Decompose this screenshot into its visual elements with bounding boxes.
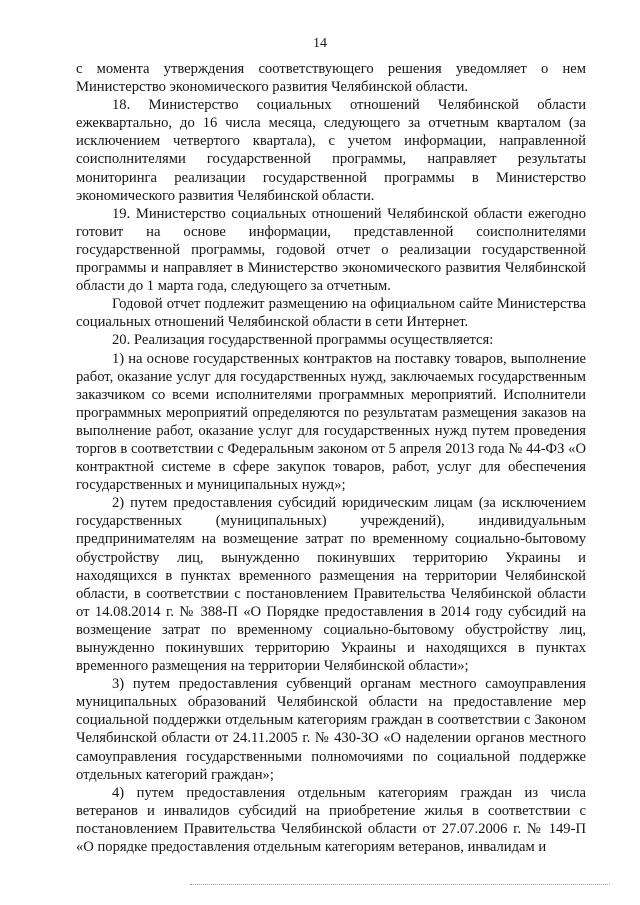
footer-divider [190, 884, 610, 885]
paragraph-20: 20. Реализация государственной программы осуществляется: [112, 332, 494, 349]
paragraph-19: 19. Министерство социальных отношений Челябинской области ежегодно готовит на основе информации, представленной соисполнителями государственной программы, годовой отчет о реализации государственной программы и направляет в Министерство экономического развития Челябинской области до 1 марта года, следующего за отчетным. [76, 205, 586, 295]
paragraph-annual-report: Годовой отчет подлежит размещению на официальном сайте Министерства социальных отношений Челябинской области в сети Интернет. [76, 296, 586, 331]
paragraph-18: 18. Министерство социальных отношений Челябинской области ежеквартально, до 16 числа месяца, следующего за отчетным кварталом (за исключением четвертого квартала), с учетом информации, направленной соисполнителями государственной программы, направляет результаты мониторинга реализации государственной программы в Министерство экономического развития Челябинской области. [76, 97, 586, 204]
paragraph-20-item-3: 3) путем предоставления субвенций органам местного самоуправления муниципальных образований Челябинской области на предоставление мер социальной поддержки отдельным категориям граждан в соответствии с Законом Челябинской области от 24.11.2005 г. № 430-ЗО «О наделении органов местного самоуправления государственными полномочиями по социальной поддержке отдельных категорий граждан»; [76, 676, 586, 783]
paragraph-20-item-1: 1) на основе государственных контрактов на поставку товаров, выполнение работ, оказание услуг для государственных нужд, заключаемых государственным заказчиком со всеми исполнителями программных мероприятий. Исполнители программных мероприятий определяются по результатам размещения заказов на выполнение работ, оказание услуг для государственных нужд путем проведения торгов в соответствии с Федеральным законом от 5 апреля 2013 года № 44-ФЗ «О контрактной системе в сфере закупок товаров, работ, услуг для обеспечения государственных и муниципальных нужд»; [76, 350, 586, 494]
paragraph-continuation: с момента утверждения соответствующего решения уведомляет о нем Министерство экономического развития Челябинской области. [76, 61, 586, 96]
document-body [76, 60, 586, 856]
paragraph-20-item-4: 4) путем предоставления отдельным категориям граждан из числа ветеранов и инвалидов субсидий на приобретение жилья в соответствии с постановлением Правительства Челябинской области от 27.07.2006 г. № 149-П «О порядке предоставления отдельным категориям ветеранов, инвалидам и [76, 784, 586, 856]
paragraph-20-item-2: 2) путем предоставления субсидий юридическим лицам (за исключением государственных (муниципальных) учреждений), индивидуальным предпринимателям на возмещение затрат по временному социально-бытовому обустройству лиц, вынужденно покинувших территорию Украины и находящихся в пунктах временного размещения на территории Челябинской области, в соответствии с постановлением Правительства Челябинской области от 14.08.2014 г. № 388-П «О Порядке предоставления в 2014 году субсидий на возмещение затрат по временному социально-бытовому обустройству лиц, вынужденно покинувших территорию Украины и находящихся в пунктах временного размещения на территории Челябинской области»; [76, 495, 586, 675]
page-number: 14 [313, 36, 327, 51]
